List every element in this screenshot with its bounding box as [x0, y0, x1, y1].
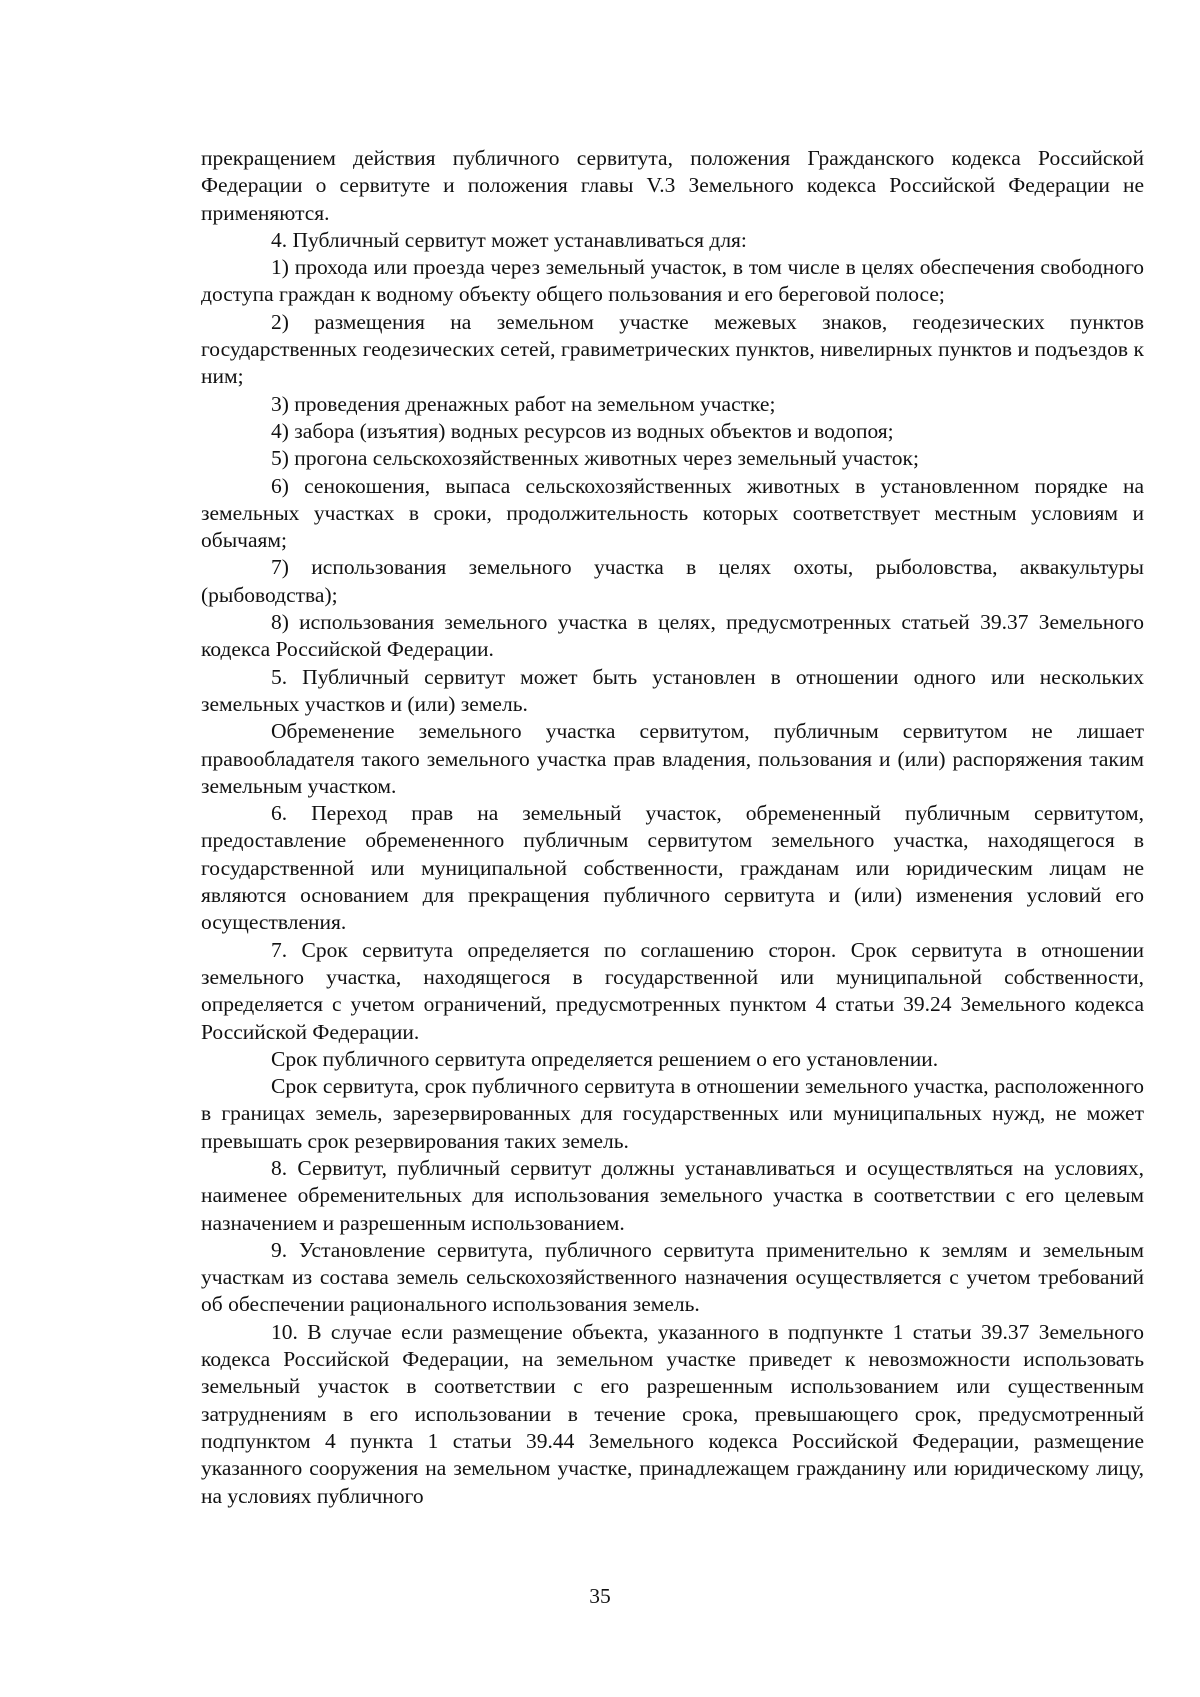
paragraph: Срок публичного сервитута определяется решением о его установлении. — [271, 1046, 939, 1071]
paragraph: прекращением действия публичного сервитута, положения Гражданского кодекса Российской Федерации о сервитуте и положения главы V.3 Земельного кодекса Российской Федерации не применяются. — [201, 146, 1144, 225]
paragraph: 7. Срок сервитута определяется по соглашению сторон. Срок сервитута в отношении земельного участка, находящегося в государственной или муниципальной собственности, определяется с учетом ограничений, предусмотренных пунктом 4 статьи 39.24 Земельного кодекса Российской Федерации. — [201, 937, 1144, 1044]
paragraph: 3) проведения дренажных работ на земельном участке; — [271, 391, 776, 416]
paragraph: 8. Сервитут, публичный сервитут должны устанавливаться и осуществляться на условиях, наименее обременительных для использования земельного участка в соответствии с его целевым назначением и разрешенным использованием. — [201, 1155, 1144, 1235]
document-body — [201, 145, 1144, 1510]
paragraph: 4. Публичный сервитут может устанавливаться для: — [271, 227, 747, 252]
paragraph: 10. В случае если размещение объекта, указанного в подпункте 1 статьи 39.37 Земельного кодекса Российской Федерации, на земельном участке приведет к невозможности использовать земельный участок в соответствии с его разрешенным использованием или существенным затруднениям в его использовании в течение срока, превышающего срок, предусмотренный подпунктом 4 пункта 1 статьи 39.44 Земельного кодекса Российской Федерации, размещение указанного сооружения на земельном участке, принадлежащем гражданину или юридическому лицу, на условиях публичного — [201, 1319, 1144, 1508]
paragraph: 7) использования земельного участка в целях охоты, рыболовства, аквакультуры (рыбоводства); — [201, 555, 1144, 607]
paragraph: Обременение земельного участка сервитутом, публичным сервитутом не лишает правообладателя такого земельного участка прав владения, пользования и (или) распоряжения таким земельным участком. — [201, 719, 1144, 798]
paragraph: 1) прохода или проезда через земельный участок, в том числе в целях обеспечения свободного доступа граждан к водному объекту общего пользования и его береговой полосе; — [201, 255, 1144, 307]
paragraph: 5. Публичный сервитут может быть установлен в отношении одного или нескольких земельных участков и (или) земель. — [201, 664, 1144, 716]
page-number: 35 — [589, 1584, 611, 1608]
paragraph: 6) сенокошения, выпаса сельскохозяйственных животных в установленном порядке на земельных участках в сроки, продолжительность которых соответствует местным условиям и обычаям; — [201, 473, 1144, 553]
paragraph: 8) использования земельного участка в целях, предусмотренных статьей 39.37 Земельного кодекса Российской Федерации. — [201, 610, 1144, 662]
paragraph: 9. Установление сервитута, публичного сервитута применительно к землям и земельным участкам из состава земель сельскохозяйственного назначения осуществляется с учетом требований об обеспечении рационального использования земель. — [201, 1237, 1144, 1317]
paragraph: 6. Переход прав на земельный участок, обремененный публичным сервитутом, предоставление обремененного публичным сервитутом земельного участка, находящегося в государственной или муниципальной собственности, гражданам или юридическим лицам не являются основанием для прекращения публичного сервитута и (или) изменения условий его осуществления. — [201, 801, 1144, 935]
paragraph: 4) забора (изъятия) водных ресурсов из водных объектов и водопоя; — [271, 418, 894, 443]
paragraph: Срок сервитута, срок публичного сервитута в отношении земельного участка, расположенного в границах земель, зарезервированных для государственных или муниципальных нужд, не может превышать срок резервирования таких земель. — [201, 1074, 1144, 1153]
paragraph: 2) размещения на земельном участке межевых знаков, геодезических пунктов государственных геодезических сетей, гравиметрических пунктов, нивелирных пунктов и подъездов к ним; — [201, 309, 1144, 389]
paragraph: 5) прогона сельскохозяйственных животных через земельный участок; — [271, 446, 919, 471]
